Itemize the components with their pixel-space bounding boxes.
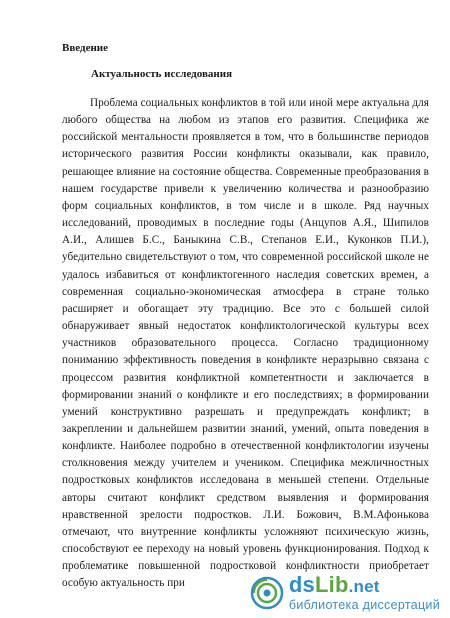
section-heading-topic: Актуальность исследования [91,68,233,80]
watermark-brand: dsLib.net [288,572,380,597]
section-heading-intro: Введение [62,42,109,54]
dslib-watermark [246,572,444,614]
watermark-subtitle: библиотека диссертаций [288,598,440,612]
dslib-logo-icon [250,576,284,610]
body-paragraph: Проблема социальных конфликтов в той или иной мере актуальна для любого общества на любом из этапов его развития. Специфика же российской ментальности проявляется в том, что в большинстве периодов исторического развития России конфликты оказывали, как правило, решающее влияние на состояние общества. Современные преобразования в нашем государстве привели к увеличению количества и разнообразию форм социальных конфликтов, в том числе и в школе. Ряд научных исследований, проводимых в последние годы (Анцупов А.Я., Шипилов А.И., Алишев Б.С., Баныкина С.В., Степанов Е.И., Куконков П.И.), убедительно свидетельствуют о том, что современной российской школе не удалось избавиться от конфликтогенного наследия советских времен, а современная социально-экономическая атмосфера в стране только расширяет и обогащает эту традицию. Все это с большей силой обнаруживает явный недостаток конфликтологической культуры всех участников образовательного процесса. Согласно традиционному пониманию эффективность поведения в конфликте неразрывно связана с процессом развития конфликтной компетентности и заключается в формировании знаний о конфликте и его последствиях; в формировании умений конструктивно разрешать и предупреждать конфликт; в закреплении и дальнейшем развитии знаний, умений, опыта поведения в конфликте. Наиболее подробно в отечественной конфликтологии изучены столкновения между учителем и учеником. Специфика межличностных подростковых конфликтов исследована в меньшей степени. Отдельные авторы считают конфликт средством выявления и формирования нравственной зрелости подростков. Л.И. Божович, В.М.Афонькова отмечают, что внутренние конфликты усложняют психическую жизнь, способствуют ее переходу на новый уровень функционирования. Подход к проблематике повышенной подростковой конфликтности приобретает особую актуальность при [62,97,429,590]
